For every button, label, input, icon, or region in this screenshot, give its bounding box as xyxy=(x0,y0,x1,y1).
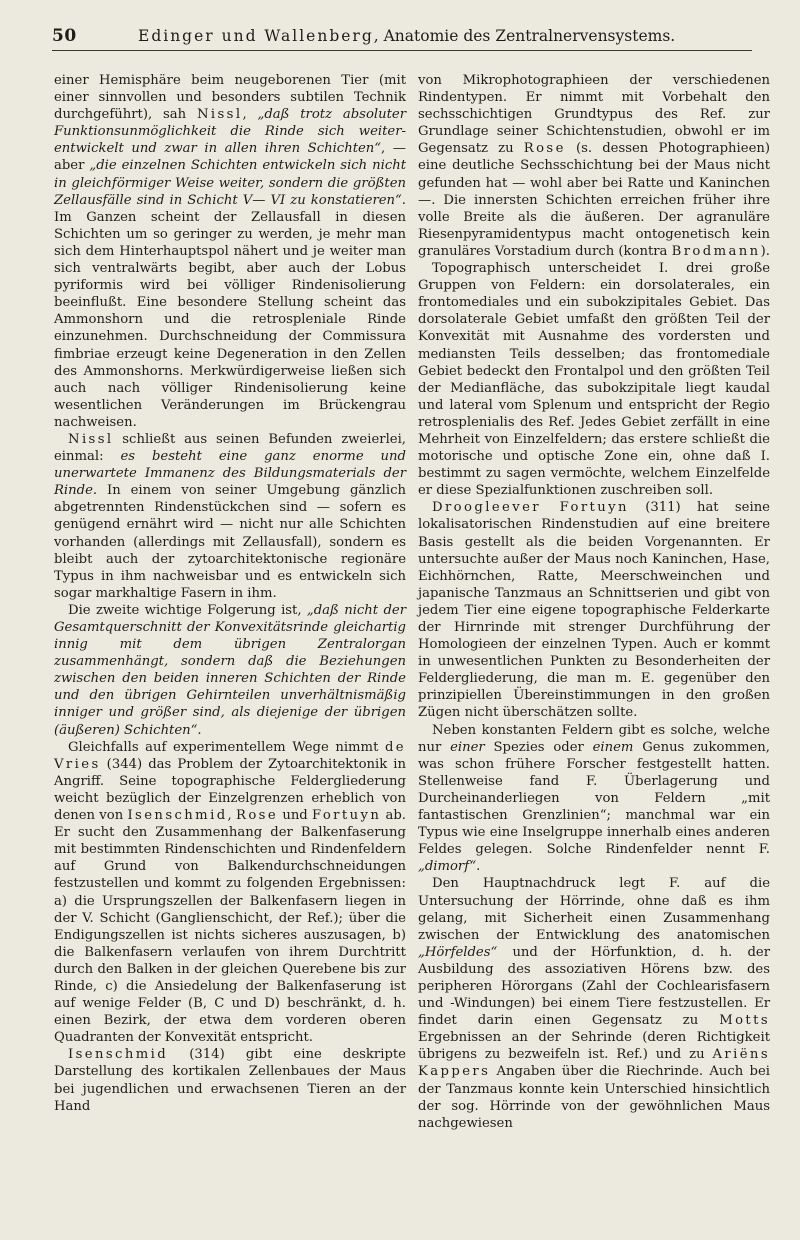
page-number: 50 xyxy=(52,26,77,46)
running-title xyxy=(138,27,675,45)
paragraph xyxy=(54,739,406,1047)
text-run: (s. dessen Photographieen) eine deutliche Sechsschichtung bei der Maus nicht gefunden hat — wohl aber bei Ratte und Kaninchen —. Die innersten Schichten erreichen früher ihre volle Breite als die äußeren. Der agranuläre Riesenpyramidentypus macht ontogenetisch kein granuläres Vorstadium durch (kontra xyxy=(418,141,771,259)
text-run: , xyxy=(242,107,258,123)
italic-quote: „dimorf“ xyxy=(418,859,477,875)
text-run: Neben konstanten Feldern gibt es solche, welche nur xyxy=(418,722,770,755)
paragraph xyxy=(418,499,770,721)
paragraph xyxy=(418,875,770,1131)
running-title-rest: , Anatomie des Zentralnervensystems. xyxy=(373,27,676,45)
text-run: Topographisch unterscheidet I. drei große Gruppen von Feldern: ein dorsolaterales, ein frontomediales und ein subokzipitales Gebiet. Das dorsolaterale Gebiet umfaßt den größten Teil der Konvexität mit Ausnahme des vordersten und mediansten Teils desselben; das frontomediale Gebiet bedeckt den Frontalpol und den größten Teil der Medianfläche, das subokzipitale liegt kaudal und lateral vom Splenum und entspricht der Regio retrosplenialis des Ref. Jedes Gebiet zerfällt in eine Mehrheit von Einzelfeldern; das erstere schließt die motorische und optische Zone ein, ohne daß I. bestimmt zu sagen vermöchte, welchem Einzelfelde er diese Spezialfunktionen zuschreiben soll. xyxy=(418,261,770,499)
author-name: Rose xyxy=(236,808,279,824)
text-run: Gleichfalls auf experimentellem Wege nimmt xyxy=(68,739,385,755)
italic-quote: es besteht eine ganz enorme und unerwartete Immanenz des Bildungsmaterials der Rinde. xyxy=(54,449,406,499)
author-name: de Vries xyxy=(54,739,406,772)
text-run: und der Hörfunktion, d. h. der Ausbildung des assoziativen Hörens bzw. des peripheren Hörorgans (Zahl der Cochlearisfasern und -Windungen) bei einem Tiere festzustellen. Er findet darin einen Gegensatz zu xyxy=(418,944,770,1029)
text-run: (344) das Problem der Zytoarchitektonik in Angriff. Seine topographische Feldergliederung weicht bezüglich der Einzelgrenzen erheblich von denen von xyxy=(54,756,406,824)
italic-quote: „Hörfeldes“ xyxy=(418,944,498,960)
paragraph xyxy=(418,72,770,260)
text-run: schließt aus seinen Befunden zweierlei, einmal: xyxy=(54,431,406,465)
text-run: , xyxy=(227,808,237,824)
paragraph xyxy=(418,722,770,876)
author-name: Fortuyn xyxy=(312,808,382,824)
paragraph xyxy=(54,602,406,739)
text-run: Die zweite wichtige Folgerung ist, xyxy=(68,602,307,618)
text-run: . xyxy=(476,859,481,875)
author-name: Droogleever Fortuyn xyxy=(432,500,629,516)
text-run: ). xyxy=(760,243,770,259)
text-run: Ergebnissen an der Sehrinde (deren Richtigkeit übrigens zu bezweifeln ist. Ref.) und zu xyxy=(418,1030,770,1063)
running-title-authors: Edinger und Wallenberg xyxy=(138,27,374,45)
text-run: ab. Er sucht den Zusammenhang der Balkenfaserung mit bestimmten Rindenschichten und Rindenfeldern auf Grund von Balkendurchschneidungen festzustellen und kommt zu folgenden Ergebnissen: a) die Ursprungszellen der Balkenfasern liegen in der V. Schicht (Ganglienschicht, der Ref.); über die Endigungszellen ist nichts sicheres auszusagen, b) die Balkenfasern verlaufen von ihrem Durchtritt durch den Balken in der gleichen Querebene bis zur Rinde, c) die Ansiedelung der Balkenfaserung ist auf wenige Felder (B, C und D) beschränkt, d. h. einen Bezirk, der etwa dem vorderen oberen Quadranten der Konvexität entspricht. xyxy=(54,808,406,1046)
text-run: Den Hauptnachdruck legt F. auf die Untersuchung der Hörrinde, ohne daß es ihm gelang, mit Sicherheit einen Zusammenhang zwischen der Entwicklung des anatomischen xyxy=(418,876,770,943)
italic-quote: einer xyxy=(450,739,485,755)
author-name: Ariëns Kappers xyxy=(418,1047,770,1080)
paragraph xyxy=(418,260,770,499)
author-name: Brodmann xyxy=(671,243,761,259)
text-run: Angaben über die Riechrinde. Auch bei der Tanzmaus konnte kein Unterschied hinsichtlich der sog. Hörrinde von der gewöhnlichen Maus nachgewiesen xyxy=(418,1064,770,1131)
right-text-column xyxy=(418,72,770,1132)
italic-quote: „daß nicht der Gesamtquerschnitt der Konvexitätsrinde gleichartig innig mit dem übrigen Zentralorgan zusammenhängt, sondern daß die Beziehungen zwischen den beiden inneren Schichten der Rinde und den übrigen Gehirnteilen unverhältnismäßig inniger und größer sind, als diejenige der übrigen (äußeren) Schichten“ xyxy=(54,602,406,738)
italic-quote: einem xyxy=(592,739,634,755)
left-text-column xyxy=(54,72,406,1115)
author-name: Motts xyxy=(719,1013,770,1029)
author-name: Isenschmid xyxy=(68,1047,169,1063)
text-run: von Mikrophotographieen der verschiedenen Rindentypen. Er nimmt mit Vorbehalt den sechsschichtigen Grundtypus des Ref. zur Grundlage seiner Schichtenstudien, obwohl er im Gegensatz zu xyxy=(418,73,770,157)
text-run: und xyxy=(278,808,313,824)
italic-quote: „daß trotz absoluter Funktionsunmöglichkeit die Rinde sich weiter-entwickelt und zwar in allen ihren Schichten“ xyxy=(54,107,406,157)
text-run: einer Hemisphäre beim neugeborenen Tier (mit einer sinnvollen und besonders subtilen Technik durchgeführt), sah xyxy=(54,73,406,123)
paragraph xyxy=(54,431,406,602)
italic-quote: „die einzelnen Schichten entwickeln sich nicht in gleichförmiger Weise weiter, sondern die größten Zellausfälle sind in Schicht V— VI zu konstatieren“ xyxy=(54,158,406,208)
paragraph xyxy=(54,72,406,431)
author-name: Nissl xyxy=(196,107,243,123)
text-run: In einem von seiner Umgebung gänzlich abgetrennten Rindenstückchen sind — sofern es genügend ernährt wird — nicht nur alle Schichten vorhanden (allerdings mit Zellausfall), sondern es bleibt auch der zytoarchitektonische regionäre Typus in ihm nachweisbar und es entwickeln sich sogar markhaltige Fasern in ihm. xyxy=(54,483,406,601)
text-run: Spezies oder xyxy=(484,739,593,755)
text-run: Genus zukommen, was schon frühere Forscher festgestellt hatten. Stellenweise fand F. Überlagerung und Durcheinanderliegen von Feldern „mit fantastischen Grenzlinien“; manchmal war ein Typus wie eine Inselgruppe innerhalb eines anderen Feldes gelegen. Solche Rindenfelder nennt F. xyxy=(418,739,770,858)
text-run: . xyxy=(197,722,202,738)
author-name: Nissl xyxy=(68,431,114,447)
text-run: . Im Ganzen scheint der Zellausfall in diesen Schichten um so geringer zu werden, je mehr man sich dem Hinterhauptspol nähert und je weiter man sich ventralwärts begibt, aber auch der Lobus pyriformis wird bei völliger Rindenisolierung beeinflußt. Eine besondere Stellung scheint das Ammonshorn und die retrospleniale Rinde einzunehmen. Durchschneidung der Commissura fimbriae erzeugt keine Degeneration in den Zellen des Ammonshorns. Merkwürdigerweise ließen sich auch nach völliger Rindenisolierung keine wesentlichen Veränderungen im Brückengrau nachweisen. xyxy=(54,192,406,430)
paragraph xyxy=(54,1046,406,1114)
author-name: Isenschmid xyxy=(127,808,228,824)
text-run: (314) gibt eine deskripte Darstellung des kortikalen Zellenbaues der Maus bei jugendlichen und erwachsenen Tieren an der Hand xyxy=(54,1047,406,1114)
text-run: (311) hat seine lokalisatorischen Rindenstudien auf eine breitere Basis gestellt als die beiden Vorgenannten. Er untersuchte außer der Maus noch Kaninchen, Hase, Eichhörnchen, Ratte, Meerschweinchen und japanische Tanzmaus an Schnittserien und gibt von jedem Tier eine eigene topographische Felderkarte der Hirnrinde mit strenger Durchführung der Homologieen der einzelnen Typen. Auch er kommt in unwesentlichen Punkten zu Besonderheiten der Feldergliederung, die man m. E. gegenüber den prinzipiellen Übereinstimmungen in den großen Zügen nicht überschätzen sollte. xyxy=(418,500,770,721)
text-run: , — aber xyxy=(54,141,406,174)
author-name: Rose xyxy=(523,141,566,157)
running-header xyxy=(52,24,752,51)
